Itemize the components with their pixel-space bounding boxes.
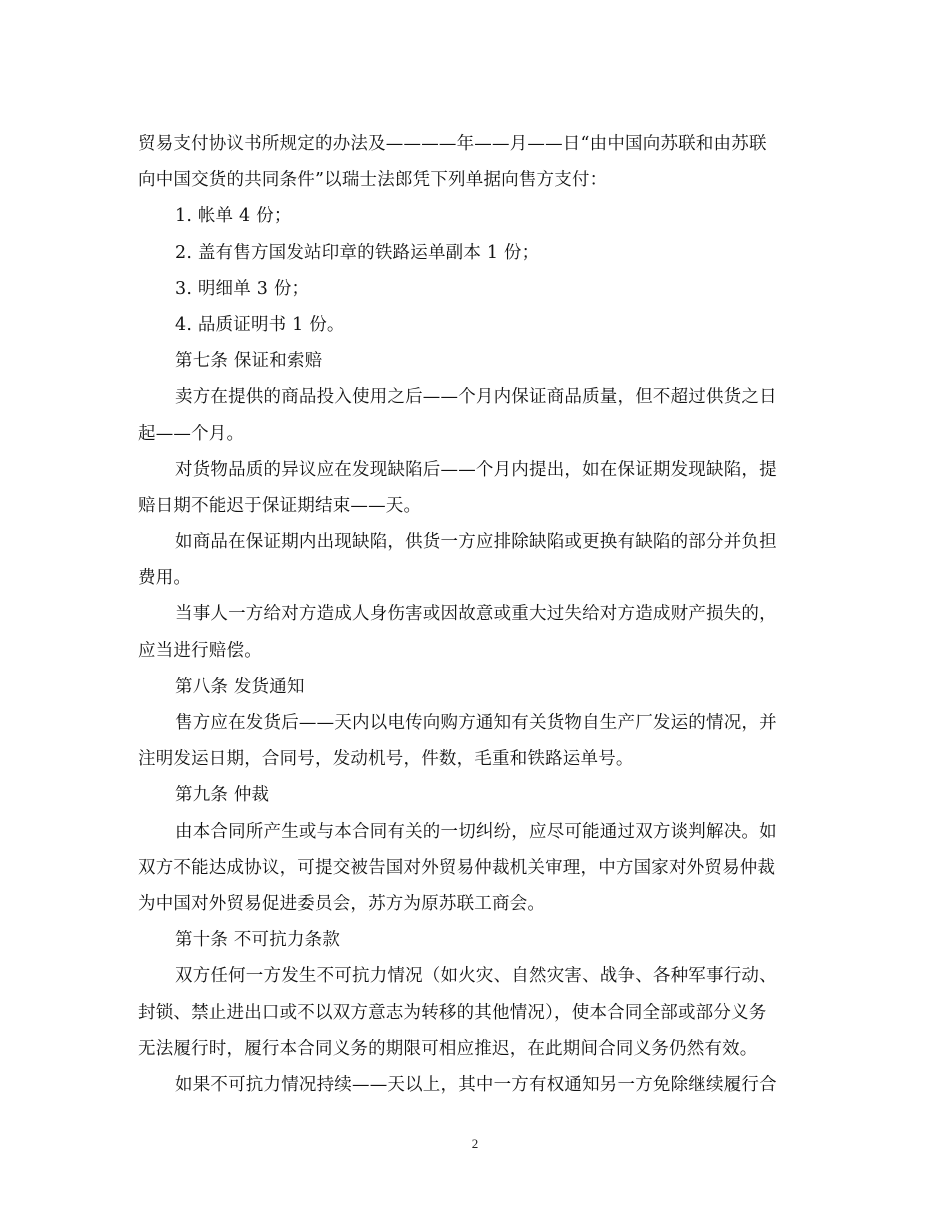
text-line: 起——个月。 — [138, 423, 245, 444]
text-line: 向中国交货的共同条件”以瑞士法郎凭下列单据向售方支付： — [138, 170, 608, 191]
list-item: 4. 品质证明书 1 份。 — [175, 314, 345, 335]
text-line: 卖方在提供的商品投入使用之后——个月内保证商品质量，但不超过供货之日 — [175, 387, 777, 408]
section-heading: 第十条 不可抗力条款 — [175, 930, 341, 951]
text-line: 费用。 — [138, 568, 192, 589]
text-line: 当事人一方给对方造成人身伤害或因故意或重大过失给对方造成财产损失的， — [175, 604, 777, 625]
text-line: 由本合同所产生或与本合同有关的一切纠纷，应尽可能通过双方谈判解决。如 — [175, 821, 777, 842]
text-line: 赔日期不能迟于保证期结束——天。 — [138, 495, 422, 516]
text-line: 无法履行时，履行本合同义务的期限可相应推迟，在此期间合同义务仍然有效。 — [138, 1038, 758, 1059]
text-line: 如商品在保证期内出现缺陷，供货一方应排除缺陷或更换有缺陷的部分并负担 — [175, 532, 777, 553]
text-line: 售方应在发货后——天内以电传向购方通知有关货物自生产厂发运的情况，并 — [175, 713, 777, 733]
document-body — [138, 126, 818, 1103]
text-line: 双方不能达成协议，可提交被告国对外贸易仲裁机关审理，中方国家对外贸易仲裁 — [138, 857, 776, 878]
text-line: 双方任何一方发生不可抗力情况（如火灾、自然灾害、战争、各种军事行动、 — [175, 966, 777, 987]
text-line: 应当进行赔偿。 — [138, 640, 262, 661]
text-line: 注明发运日期，合同号，发动机号，件数，毛重和铁路运单号。 — [138, 749, 634, 770]
text-line: 贸易支付协议书所规定的办法及————年——月——日“由中国向苏联和由苏联 — [138, 134, 767, 154]
page-number: 2 — [471, 1136, 479, 1151]
text-line: 如果不可抗力情况持续——天以上，其中一方有权通知另一方免除继续履行合 — [175, 1074, 777, 1095]
text-line: 为中国对外贸易促进委员会，苏方为原苏联工商会。 — [138, 893, 546, 914]
list-item: 1. 帐单 4 份； — [175, 206, 292, 227]
list-item: 3. 明细单 3 份； — [175, 278, 310, 299]
text-line: 对货物品质的异议应在发现缺陷后——个月内提出，如在保证期发现缺陷，提 — [175, 459, 777, 480]
text-line: 封锁、禁止进出口或不以双方意志为转移的其他情况），使本合同全部或部分义务 — [138, 1002, 767, 1023]
list-item: 2. 盖有售方国发站印章的铁路运单副本 1 份； — [175, 242, 540, 263]
section-heading: 第八条 发货通知 — [175, 676, 305, 697]
section-heading: 第七条 保证和索赔 — [175, 351, 323, 372]
section-heading: 第九条 仲裁 — [175, 785, 270, 806]
